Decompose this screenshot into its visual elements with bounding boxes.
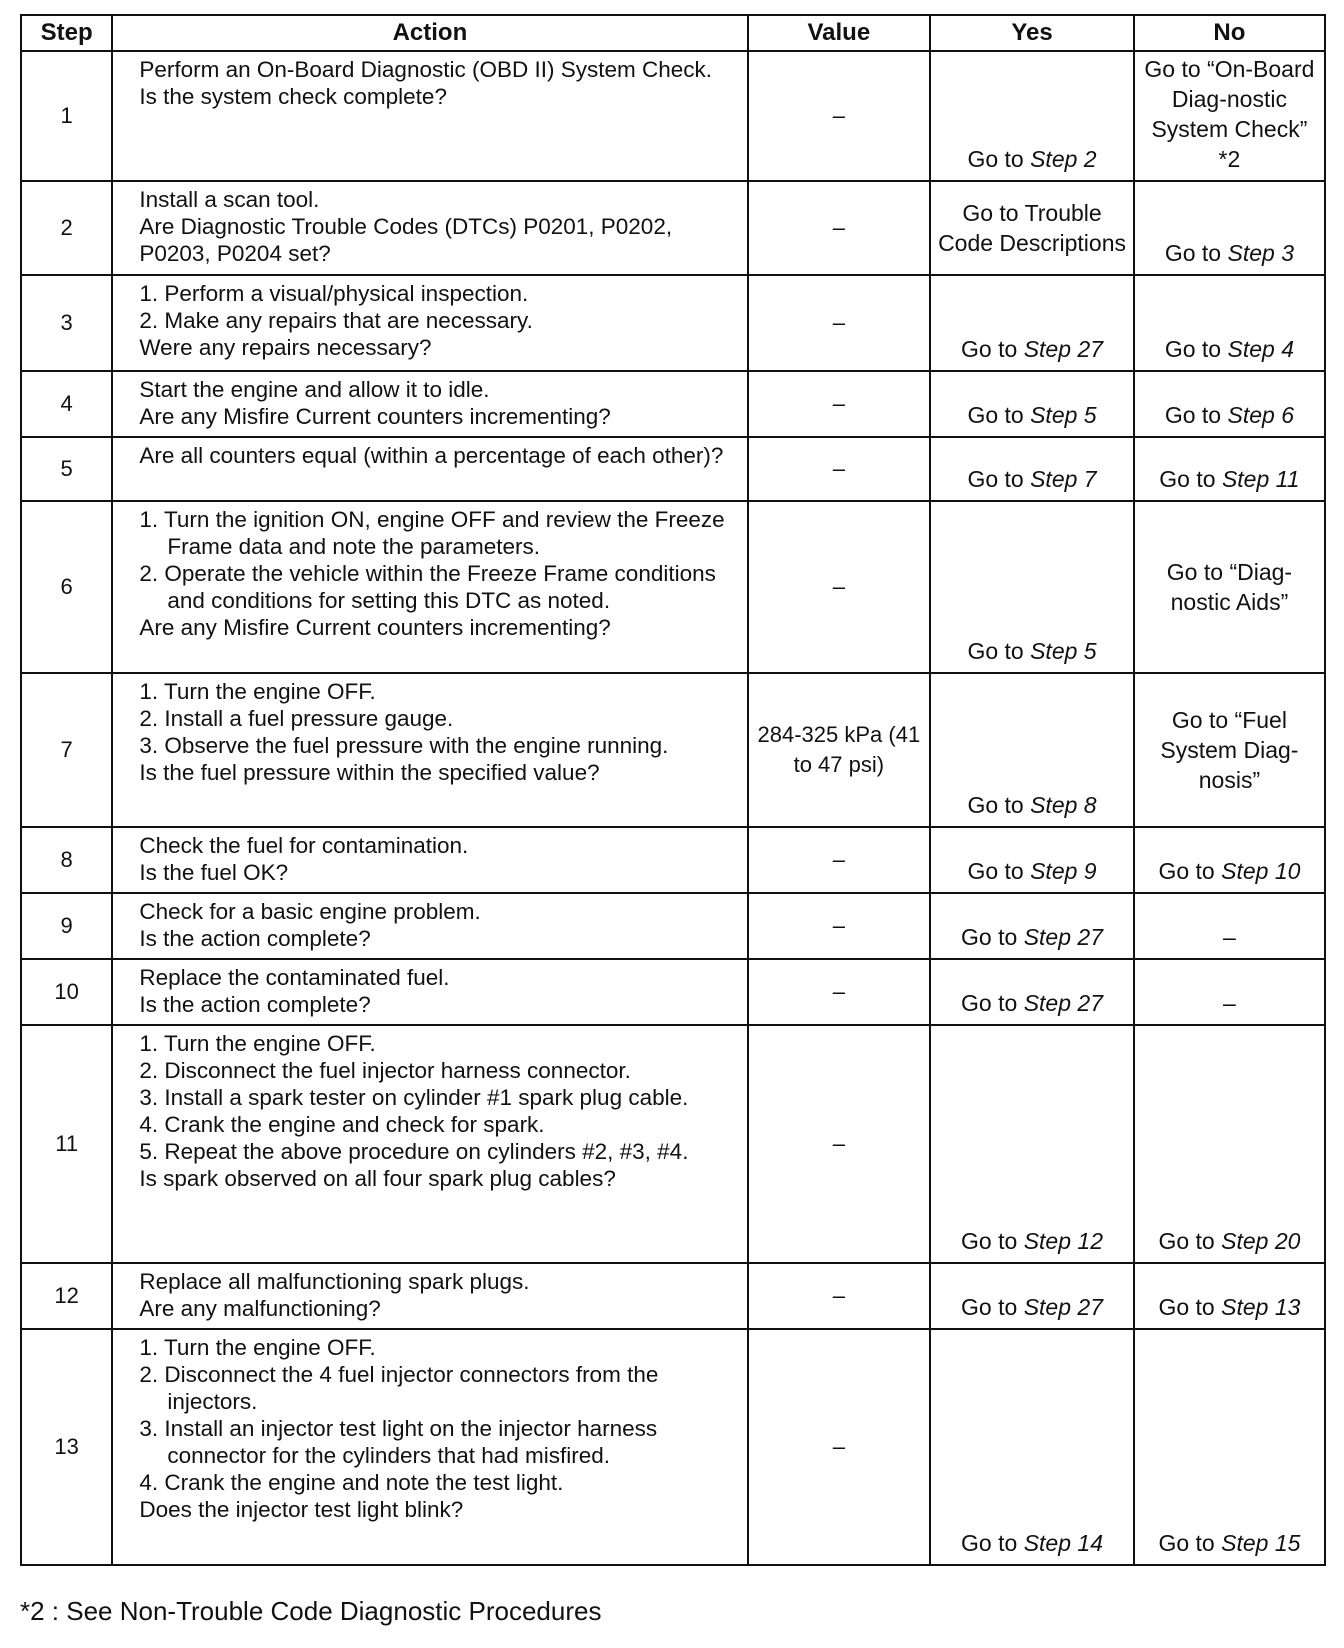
yes-step-ref: Step 5: [1030, 638, 1097, 664]
no-prefix: Go to: [1158, 858, 1222, 884]
no-step-ref: Step 15: [1221, 1530, 1301, 1556]
yes-prefix: Go to: [967, 792, 1031, 818]
header-value: Value: [748, 15, 931, 51]
action-cell: [112, 275, 747, 371]
no-prefix: Go to: [1159, 466, 1222, 492]
step-number: 11: [21, 1025, 112, 1263]
no-prefix: Go to: [1164, 240, 1228, 266]
value-cell: –: [748, 827, 931, 893]
step-number: 4: [21, 371, 112, 437]
action-cell: [112, 1263, 747, 1329]
value-cell: –: [748, 51, 931, 181]
action-question: Is spark observed on all four spark plug cables?: [139, 1166, 616, 1191]
yes-prefix: Go to: [961, 1228, 1024, 1254]
yes-prefix: Go to: [967, 858, 1031, 884]
action-cell: [112, 181, 747, 275]
value-cell: –: [748, 1329, 931, 1565]
action-line: 1. Turn the engine OFF.: [139, 679, 376, 704]
value-cell: 284-325 kPa (41 to 47 psi): [748, 673, 931, 827]
action-cell: [112, 959, 747, 1025]
no-prefix: Go to: [1164, 402, 1228, 428]
no-prefix: Go to: [1158, 1294, 1222, 1320]
no-cell: [1134, 51, 1325, 181]
action-line: 4. Crank the engine and check for spark.: [139, 1112, 545, 1137]
action-cell: [112, 51, 747, 181]
no-text: Go to “On-Board Diag-nostic System Check” *2: [1144, 56, 1315, 172]
action-line: 2. Install a fuel pressure gauge.: [139, 706, 454, 731]
header-yes: Yes: [930, 15, 1134, 51]
action-question: Is the system check complete?: [139, 84, 447, 109]
yes-cell: [930, 181, 1134, 275]
table-row: [21, 51, 1325, 181]
action-cell: [112, 673, 747, 827]
table-row: [21, 275, 1325, 371]
yes-prefix: Go to: [961, 990, 1024, 1016]
yes-cell: [930, 1263, 1134, 1329]
action-line: 3. Install a spark tester on cylinder #1 spark plug cable.: [139, 1085, 689, 1110]
table-header-row: [21, 15, 1325, 51]
action-question: Are any Misfire Current counters incrementing?: [139, 404, 611, 429]
no-text: –: [1223, 924, 1236, 950]
action-cell: [112, 437, 747, 501]
no-cell: [1134, 371, 1325, 437]
action-cell: [112, 893, 747, 959]
value-cell: –: [748, 181, 931, 275]
action-cell: [112, 1025, 747, 1263]
no-cell: [1134, 275, 1325, 371]
yes-cell: [930, 893, 1134, 959]
no-step-ref: Step 20: [1221, 1228, 1301, 1254]
yes-cell: [930, 51, 1134, 181]
step-number: 6: [21, 501, 112, 673]
action-question: Does the injector test light blink?: [139, 1497, 464, 1522]
yes-prefix: Go to: [961, 336, 1024, 362]
yes-cell: [930, 827, 1134, 893]
yes-prefix: Go to: [967, 402, 1031, 428]
yes-cell: [930, 501, 1134, 673]
yes-cell: [930, 437, 1134, 501]
step-number: 9: [21, 893, 112, 959]
no-prefix: Go to: [1164, 336, 1228, 362]
value-cell: –: [748, 893, 931, 959]
yes-step-ref: Step 7: [1030, 466, 1097, 492]
step-number: 1: [21, 51, 112, 181]
yes-prefix: Go to: [967, 638, 1031, 664]
action-question: Are any Misfire Current counters incrementing?: [139, 615, 611, 640]
action-question: Were any repairs necessary?: [139, 335, 432, 360]
action-line: 2. Disconnect the 4 fuel injector connectors from the injectors.: [139, 1362, 659, 1414]
yes-cell: [930, 673, 1134, 827]
yes-prefix: Go to: [967, 466, 1031, 492]
action-cell: [112, 827, 747, 893]
yes-prefix: Go to: [961, 1294, 1024, 1320]
action-line: 2. Disconnect the fuel injector harness connector.: [139, 1058, 631, 1083]
value-cell: –: [748, 501, 931, 673]
action-line: 4. Crank the engine and note the test light.: [139, 1470, 564, 1495]
value-cell: –: [748, 371, 931, 437]
value-cell: –: [748, 1263, 931, 1329]
yes-cell: [930, 275, 1134, 371]
no-cell: [1134, 959, 1325, 1025]
action-line: Replace all malfunctioning spark plugs.: [139, 1269, 530, 1294]
action-line: Install a scan tool.: [139, 187, 320, 212]
value-cell: –: [748, 1025, 931, 1263]
action-line: 2. Make any repairs that are necessary.: [139, 308, 533, 333]
action-line: 3. Install an injector test light on the injector harness connector for the cylinders that had misfired.: [139, 1416, 658, 1468]
no-step-ref: Step 10: [1221, 858, 1301, 884]
step-number: 5: [21, 437, 112, 501]
action-cell: [112, 501, 747, 673]
yes-step-ref: Step 14: [1023, 1530, 1103, 1556]
step-number: 3: [21, 275, 112, 371]
yes-step-ref: Step 27: [1023, 990, 1103, 1016]
action-line: Perform an On-Board Diagnostic (OBD II) System Check.: [139, 57, 713, 82]
no-cell: [1134, 1329, 1325, 1565]
table-row: [21, 673, 1325, 827]
table-row: [21, 1025, 1325, 1263]
step-number: 12: [21, 1263, 112, 1329]
no-cell: [1134, 181, 1325, 275]
yes-step-ref: Step 27: [1023, 1294, 1103, 1320]
table-row: [21, 371, 1325, 437]
no-cell: [1134, 1263, 1325, 1329]
yes-cell: [930, 1025, 1134, 1263]
action-cell: [112, 1329, 747, 1565]
table-row: [21, 437, 1325, 501]
no-step-ref: Step 4: [1227, 336, 1294, 362]
yes-cell: [930, 1329, 1134, 1565]
action-line: Start the engine and allow it to idle.: [139, 377, 490, 402]
action-cell: [112, 371, 747, 437]
yes-cell: [930, 959, 1134, 1025]
table-row: [21, 893, 1325, 959]
yes-prefix: Go to: [961, 1530, 1024, 1556]
action-question: Is the action complete?: [139, 926, 371, 951]
no-prefix: Go to: [1158, 1530, 1222, 1556]
action-question: Are Diagnostic Trouble Codes (DTCs) P0201, P0202, P0203, P0204 set?: [139, 214, 673, 266]
value-cell: –: [748, 275, 931, 371]
yes-step-ref: Step 27: [1023, 924, 1103, 950]
diagnostic-table: [20, 14, 1326, 1566]
yes-text: Go to Trouble Code Descriptions: [938, 200, 1126, 256]
table-row: [21, 181, 1325, 275]
yes-step-ref: Step 2: [1030, 146, 1097, 172]
step-number: 7: [21, 673, 112, 827]
header-no: No: [1134, 15, 1325, 51]
no-cell: [1134, 1025, 1325, 1263]
header-step: Step: [21, 15, 112, 51]
action-question: Is the fuel pressure within the specified value?: [139, 760, 600, 785]
action-line: Replace the contaminated fuel.: [139, 965, 450, 990]
no-prefix: Go to: [1158, 1228, 1222, 1254]
yes-prefix: Go to: [967, 146, 1031, 172]
no-cell: [1134, 501, 1325, 673]
table-row: [21, 1329, 1325, 1565]
action-line: 1. Turn the engine OFF.: [139, 1335, 376, 1360]
value-cell: –: [748, 437, 931, 501]
no-text: Go to “Diag-nostic Aids”: [1166, 559, 1293, 615]
action-line: Check the fuel for contamination.: [139, 833, 469, 858]
no-text: –: [1223, 990, 1236, 1016]
action-line: 1. Turn the engine OFF.: [139, 1031, 376, 1056]
table-row: [21, 1263, 1325, 1329]
yes-cell: [930, 371, 1134, 437]
action-question: Is the action complete?: [139, 992, 371, 1017]
no-cell: [1134, 673, 1325, 827]
footnote: *2 : See Non-Trouble Code Diagnostic Procedures: [20, 1596, 602, 1626]
no-step-ref: Step 3: [1227, 240, 1294, 266]
action-line: 1. Turn the ignition ON, engine OFF and review the Freeze Frame data and note the parameters.: [139, 507, 725, 559]
yes-step-ref: Step 9: [1030, 858, 1097, 884]
table-row: [21, 959, 1325, 1025]
step-number: 2: [21, 181, 112, 275]
action-question: Are all counters equal (within a percentage of each other)?: [139, 443, 724, 468]
value-cell: –: [748, 959, 931, 1025]
action-line: 3. Observe the fuel pressure with the engine running.: [139, 733, 669, 758]
action-line: 5. Repeat the above procedure on cylinders #2, #3, #4.: [139, 1139, 689, 1164]
no-cell: [1134, 437, 1325, 501]
yes-step-ref: Step 12: [1023, 1228, 1103, 1254]
yes-step-ref: Step 27: [1023, 336, 1103, 362]
step-number: 8: [21, 827, 112, 893]
yes-step-ref: Step 5: [1030, 402, 1097, 428]
yes-prefix: Go to: [961, 924, 1024, 950]
table-row: [21, 827, 1325, 893]
no-cell: [1134, 827, 1325, 893]
action-line: Check for a basic engine problem.: [139, 899, 481, 924]
no-step-ref: Step 11: [1221, 466, 1300, 492]
action-line: 1. Perform a visual/physical inspection.: [139, 281, 529, 306]
header-action: Action: [112, 15, 747, 51]
step-number: 10: [21, 959, 112, 1025]
no-text: Go to “Fuel System Diag-nosis”: [1160, 707, 1299, 793]
action-question: Are any malfunctioning?: [139, 1296, 381, 1321]
action-question: Is the fuel OK?: [139, 860, 289, 885]
no-step-ref: Step 13: [1221, 1294, 1301, 1320]
no-cell: [1134, 893, 1325, 959]
yes-step-ref: Step 8: [1030, 792, 1097, 818]
table-row: [21, 501, 1325, 673]
no-step-ref: Step 6: [1227, 402, 1294, 428]
action-line: 2. Operate the vehicle within the Freeze Frame conditions and conditions for setting this DTC as noted.: [139, 561, 716, 613]
step-number: 13: [21, 1329, 112, 1565]
